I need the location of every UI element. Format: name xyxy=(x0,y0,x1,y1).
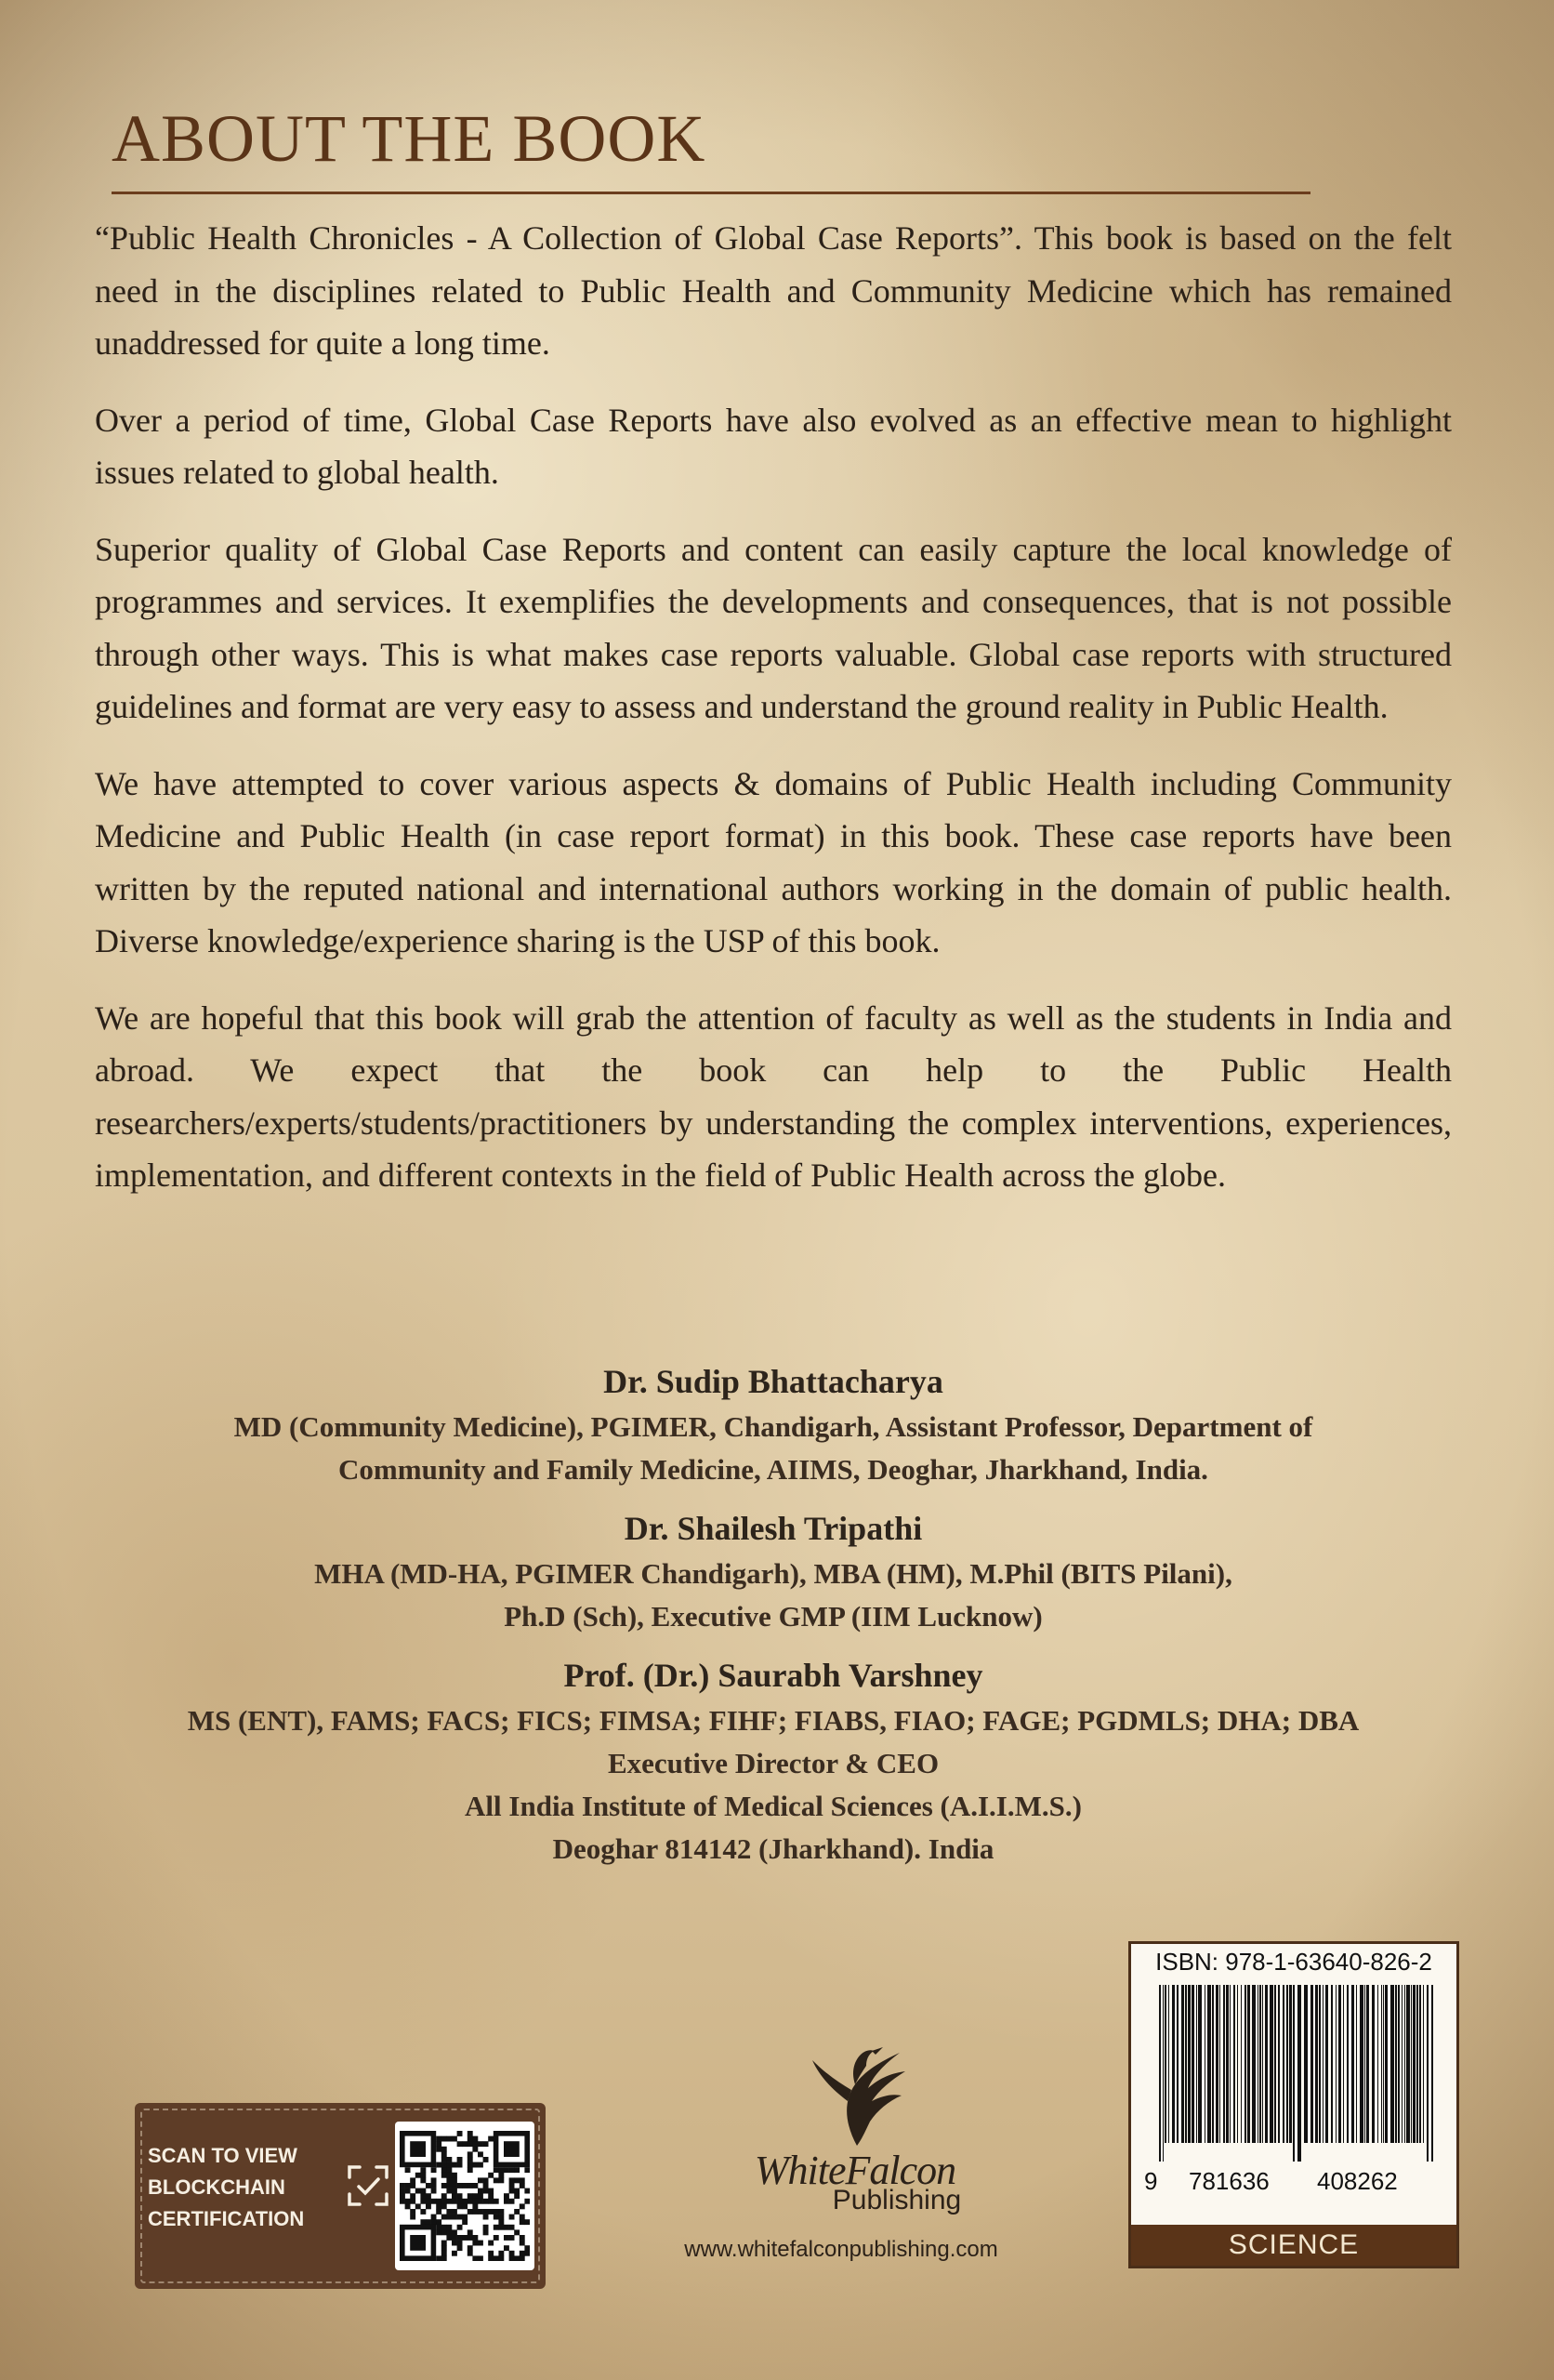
publisher-website[interactable]: www.whitefalconpublishing.com xyxy=(684,2237,998,2262)
qr-code-graphic xyxy=(400,2131,530,2261)
author-credential-line: Executive Director & CEO xyxy=(607,1747,940,1779)
publisher-subtitle: Publishing xyxy=(832,2185,962,2215)
author-credential-line: Community and Family Medicine, AIIMS, Deoghar, Jharkhand, India. xyxy=(338,1453,1208,1486)
publisher-logo xyxy=(688,2036,1022,2216)
scan-check-icon xyxy=(347,2164,389,2207)
barcode-digit-group: 408262 xyxy=(1317,2167,1398,2195)
qr-caption-line: CERTIFICATION xyxy=(148,2207,305,2230)
author-3 xyxy=(95,1651,1452,1871)
heading-rule xyxy=(112,192,1310,194)
isbn-label: ISBN: 978-1-63640-826-2 xyxy=(1155,1948,1432,1976)
author-credential-line: MS (ENT), FAMS; FACS; FICS; FIMSA; FIHF; FIABS, FIAO; FAGE; PGDMLS; DHA; DBA xyxy=(187,1704,1360,1737)
author-name: Prof. (Dr.) Saurabh Varshney xyxy=(563,1657,983,1694)
book-description xyxy=(95,212,1452,1202)
qr-caption-line: SCAN TO VIEW xyxy=(148,2144,297,2167)
qr-caption xyxy=(148,2140,352,2235)
qr-code[interactable] xyxy=(395,2122,534,2270)
author-name: Dr. Sudip Bhattacharya xyxy=(603,1363,943,1400)
blockchain-certification-panel[interactable] xyxy=(135,2103,546,2289)
barcode-digit-group: 9 xyxy=(1144,2167,1158,2195)
falcon-icon xyxy=(799,2036,911,2148)
author-credential-line: MD (Community Medicine), PGIMER, Chandigarh, Assistant Professor, Department of xyxy=(233,1410,1313,1443)
isbn-barcode-box xyxy=(1128,1941,1459,2268)
author-credential-line: Ph.D (Sch), Executive GMP (IIM Lucknow) xyxy=(504,1600,1043,1633)
publisher-brand: WhiteFalcon xyxy=(754,2148,956,2193)
description-paragraph-3: Superior quality of Global Case Reports and content can easily capture the local knowledge of programmes and services. It exemplifies the developments and consequences, that is not possible through other ways. This is what makes case reports valuable. Global case reports with structured guidelines and format are very easy to assess and understand the ground reality in Public Health. xyxy=(95,530,1452,725)
authors-block xyxy=(95,1357,1452,1884)
qr-caption-line: BLOCKCHAIN xyxy=(148,2175,285,2199)
description-paragraph-2: Over a period of time, Global Case Reports have also evolved as an effective mean to highlight issues related to global health. xyxy=(95,401,1452,491)
barcode-digit-group: 781636 xyxy=(1189,2167,1270,2195)
author-1 xyxy=(95,1357,1452,1491)
author-name: Dr. Shailesh Tripathi xyxy=(624,1510,923,1547)
author-2 xyxy=(95,1504,1452,1638)
author-credential-line: MHA (MD-HA, PGIMER Chandigarh), MBA (HM), M.Phil (BITS Pilani), xyxy=(314,1557,1232,1590)
barcode-graphic xyxy=(1157,1985,1436,2162)
author-credential-line: All India Institute of Medical Sciences (A.I.I.M.S.) xyxy=(465,1790,1082,1822)
description-paragraph-5: We are hopeful that this book will grab the attention of faculty as well as the students in India and abroad. We expect that the book can help to the Public Health researchers/experts/students/practitioners by understanding the complex interventions, experiences, implementation, and different contexts in the field of Public Health across the globe. xyxy=(95,998,1452,1194)
author-credential-line: Deoghar 814142 (Jharkhand). India xyxy=(552,1832,994,1865)
description-paragraph-4: We have attempted to cover various aspects & domains of Public Health including Community Medicine and Public Health (in case report format) in this book. These case reports have been written by the reputed national and international authors working in the domain of public health. Diverse knowledge/experience sharing is the USP of this book. xyxy=(95,764,1452,959)
about-heading: ABOUT THE BOOK xyxy=(112,101,706,176)
subject-category-band: SCIENCE xyxy=(1131,2225,1456,2266)
description-paragraph-1: “Public Health Chronicles - A Collection of Global Case Reports”. This book is based on the felt need in the disciplines related to Public Health and Community Medicine which has remained unaddressed for quite a long time. xyxy=(95,219,1452,362)
